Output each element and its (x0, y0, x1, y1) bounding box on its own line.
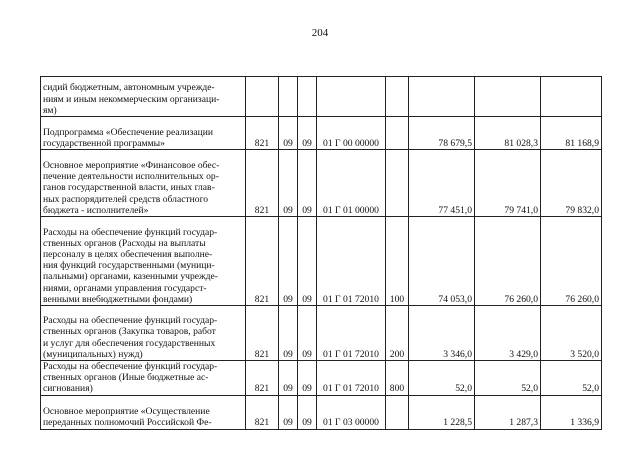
expense-type-cell (386, 150, 409, 217)
row-name-line: ных распорядителей средств областного (43, 193, 209, 205)
row-name-line: ственных органов (Иные бюджетные ас- (43, 372, 209, 384)
amount-year1-cell: 1 228,5 (409, 395, 475, 429)
amount-year3-cell: 76 260,0 (541, 217, 602, 306)
row-name-cell (41, 395, 246, 429)
row-name-cell (41, 361, 246, 396)
row-name-line: Расходы на обеспечение функций государ- (43, 361, 218, 372)
amount-year3-cell (541, 77, 602, 117)
table-row (41, 77, 602, 117)
row-name-cell (41, 117, 246, 150)
row-name-line: бюджета - исполнителей» (43, 204, 149, 216)
row-name-cell (41, 150, 246, 217)
target-article-cell: 01 Г 01 72010 (317, 217, 386, 306)
subsection-code-cell: 09 (298, 117, 317, 150)
row-name-line: Расходы на обеспечение функций государ- (43, 315, 218, 327)
amount-year2-cell (475, 77, 541, 117)
ministry-code-cell: 821 (246, 217, 279, 306)
row-name-line: Основное мероприятие «Финансовое обес- (43, 159, 220, 171)
expense-type-cell: 100 (386, 217, 409, 306)
section-code-cell: 09 (279, 217, 298, 306)
amount-year3-cell: 79 832,0 (541, 150, 602, 217)
amount-year1-cell: 77 451,0 (409, 150, 475, 217)
section-code-cell: 09 (279, 150, 298, 217)
amount-year2-cell: 1 287,3 (475, 395, 541, 429)
row-name-line: Подпрограмма «Обеспечение реализации (43, 126, 214, 138)
amount-year2-cell: 76 260,0 (475, 217, 541, 306)
section-code-cell: 09 (279, 117, 298, 150)
amount-year3-cell: 52,0 (541, 361, 602, 396)
row-name-line: сидий бюджетным, автономным учрежде- (43, 82, 215, 94)
table-row (41, 217, 602, 306)
ministry-code-cell: 821 (246, 395, 279, 429)
subsection-code-cell: 09 (298, 217, 317, 306)
budget-table-body (41, 77, 602, 430)
row-name-line: пальными) органами, казенными учрежде- (43, 271, 218, 283)
expense-type-cell (386, 117, 409, 150)
ministry-code-cell: 821 (246, 361, 279, 396)
amount-year1-cell: 78 679,5 (409, 117, 475, 150)
table-row (41, 395, 602, 429)
target-article-cell: 01 Г 01 72010 (317, 306, 386, 361)
ministry-code-cell: 821 (246, 306, 279, 361)
target-article-cell (317, 77, 386, 117)
row-name-cell (41, 77, 246, 117)
row-name-line: ям) (43, 104, 57, 116)
row-name-line: печение деятельности исполнительных ор- (43, 171, 219, 183)
subsection-code-cell: 09 (298, 150, 317, 217)
row-name-line: ственных органов (Закупка товаров, работ (43, 326, 216, 338)
subsection-code-cell (298, 77, 317, 117)
amount-year1-cell: 3 346,0 (409, 306, 475, 361)
amount-year3-cell: 81 168,9 (541, 117, 602, 150)
target-article-cell: 01 Г 00 00000 (317, 117, 386, 150)
row-name-line: венными внебюджетными фондами) (43, 293, 193, 305)
row-name-line: сигнования) (43, 383, 93, 395)
row-name-line: ниям и иным некоммерческим организаци- (43, 93, 220, 105)
row-name-line: и услуг для обеспечения государственных (43, 337, 216, 349)
expense-type-cell: 800 (386, 361, 409, 396)
ministry-code-cell: 821 (246, 150, 279, 217)
amount-year2-cell: 81 028,3 (475, 117, 541, 150)
row-name-line: ниями, органами управления государст- (43, 282, 207, 294)
row-name-line: ния функций государственными (муници- (43, 260, 215, 272)
row-name-cell (41, 306, 246, 361)
budget-table (40, 76, 602, 430)
expense-type-cell (386, 395, 409, 429)
expense-type-cell (386, 77, 409, 117)
row-name-line: (муниципальных) нужд) (43, 348, 143, 360)
row-name-line: Основное мероприятие «Осуществление (43, 406, 210, 418)
ministry-code-cell (246, 77, 279, 117)
row-name-line: ганов государственной власти, иных глав- (43, 182, 215, 194)
subsection-code-cell: 09 (298, 306, 317, 361)
table-row (41, 361, 602, 396)
amount-year2-cell: 3 429,0 (475, 306, 541, 361)
row-name-cell (41, 217, 246, 306)
row-name-line: ственных органов (Расходы на выплаты (43, 237, 206, 249)
section-code-cell: 09 (279, 361, 298, 396)
target-article-cell: 01 Г 03 00000 (317, 395, 386, 429)
target-article-cell: 01 Г 01 72010 (317, 361, 386, 396)
table-row (41, 306, 602, 361)
row-name-line: персоналу в целях обеспечения выполне- (43, 248, 213, 260)
amount-year2-cell: 52,0 (475, 361, 541, 396)
ministry-code-cell: 821 (246, 117, 279, 150)
section-code-cell: 09 (279, 306, 298, 361)
row-name-line: Расходы на обеспечение функций государ- (43, 226, 218, 238)
target-article-cell: 01 Г 01 00000 (317, 150, 386, 217)
subsection-code-cell: 09 (298, 395, 317, 429)
amount-year2-cell: 79 741,0 (475, 150, 541, 217)
row-name-line: переданных полномочий Российской Фе- (43, 417, 212, 429)
row-name-line: государственной программы» (43, 137, 165, 149)
amount-year1-cell (409, 77, 475, 117)
amount-year3-cell: 3 520,0 (541, 306, 602, 361)
section-code-cell (279, 77, 298, 117)
subsection-code-cell: 09 (298, 361, 317, 396)
expense-type-cell: 200 (386, 306, 409, 361)
table-row (41, 117, 602, 150)
table-row (41, 150, 602, 217)
amount-year1-cell: 52,0 (409, 361, 475, 396)
page-number: 204 (311, 27, 329, 39)
amount-year1-cell: 74 053,0 (409, 217, 475, 306)
amount-year3-cell: 1 336,9 (541, 395, 602, 429)
section-code-cell: 09 (279, 395, 298, 429)
